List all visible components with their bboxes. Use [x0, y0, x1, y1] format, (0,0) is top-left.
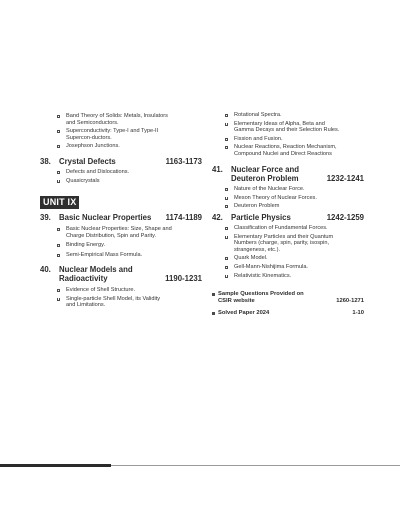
section-39-topics — [57, 226, 202, 258]
square-bullet-icon — [212, 312, 215, 315]
page-range: 1-10 — [352, 310, 364, 316]
square-bullet-icon — [57, 228, 60, 231]
section-42-heading — [212, 213, 364, 222]
square-bullet-icon — [225, 188, 228, 191]
square-bullet-icon — [212, 293, 215, 296]
list-item: Classification of Fundamental Forces. — [225, 225, 364, 232]
list-item: Quark Model. — [225, 255, 364, 262]
square-bullet-icon — [225, 275, 228, 278]
list-item: Meson Theory of Nuclear Forces. — [225, 195, 364, 202]
list-item: Relativistic Kinematics. — [225, 273, 364, 280]
square-bullet-icon — [225, 197, 228, 200]
square-bullet-icon — [57, 130, 60, 133]
page-range: 1242-1259 — [326, 213, 364, 222]
page-range: 1163-1173 — [165, 157, 202, 166]
list-item: Nuclear Reactions, Reaction Mechanism, — [225, 144, 364, 151]
section-title: Particle Physics — [231, 213, 291, 222]
square-bullet-icon — [225, 146, 228, 149]
square-bullet-icon — [225, 257, 228, 260]
square-bullet-icon — [225, 266, 228, 269]
section-title: Crystal Defects — [59, 157, 116, 166]
list-item: Semi-Empirical Mass Formula. — [57, 252, 202, 259]
footer-rule-accent — [0, 464, 111, 467]
section-number: 38. — [40, 157, 51, 166]
section-42-topics — [225, 225, 364, 279]
square-bullet-icon — [57, 244, 60, 247]
section-40-heading — [40, 265, 202, 283]
list-item: Quasicrystals — [57, 178, 202, 185]
section-number: 40. — [40, 265, 51, 274]
left-top-bullets — [57, 113, 202, 150]
list-item: Single-particle Shell Model, its Validity — [57, 296, 202, 303]
list-item: Charge Distribution, Spin and Parity. — [66, 232, 157, 239]
unit-badge: UNIT IX — [40, 196, 79, 209]
section-number: 39. — [40, 213, 51, 222]
section-38-heading — [40, 157, 202, 166]
section-title-line2: Deuteron Problem — [231, 174, 299, 183]
list-item: Defects and Dislocations. — [57, 169, 202, 176]
square-bullet-icon — [57, 180, 60, 183]
square-bullet-icon — [57, 171, 60, 174]
section-title-line1: Nuclear Force and — [231, 165, 300, 174]
page-range: 1232-1241 — [326, 174, 364, 183]
section-41-topics — [225, 186, 364, 210]
list-item: Rotational Spectra. — [225, 112, 364, 119]
section-number: 41. — [212, 165, 223, 174]
list-item: and Semiconductors. — [66, 119, 119, 126]
list-item: Fission and Fusion. — [225, 136, 364, 143]
section-40-topics — [57, 287, 202, 309]
list-item: Nature of the Nuclear Force. — [225, 186, 364, 193]
solved-paper-entry — [212, 310, 364, 317]
square-bullet-icon — [225, 138, 228, 141]
section-title-line2: Radioactivity — [59, 274, 108, 283]
square-bullet-icon — [57, 298, 60, 301]
section-title-line1: Nuclear Models and — [59, 265, 133, 274]
page-range: 1190-1231 — [165, 274, 202, 283]
section-41-heading — [212, 165, 364, 183]
list-item: Superconductivity: Type-I and Type-II — [57, 128, 202, 135]
list-item: Compound Nuclei and Direct Reactions — [234, 150, 332, 157]
list-item: Evidence of Shell Structure. — [57, 287, 202, 294]
list-item: Gamma Decays and their Selection Rules. — [234, 127, 340, 134]
entry-title-line1: Sample Questions Provided on — [218, 291, 304, 297]
square-bullet-icon — [225, 236, 228, 239]
page-range: 1174-1189 — [165, 213, 202, 222]
section-title: Basic Nuclear Properties — [59, 213, 152, 222]
section-38-topics — [57, 169, 202, 184]
square-bullet-icon — [225, 123, 228, 126]
list-item: Gell-Mann-Nishijima Formula. — [225, 264, 364, 271]
square-bullet-icon — [57, 254, 60, 257]
entry-title: Solved Paper 2024 — [218, 310, 270, 316]
page-range: 1260-1271 — [336, 298, 364, 304]
list-item: Deuteron Problem — [225, 203, 364, 210]
square-bullet-icon — [57, 115, 60, 118]
list-item: Binding Energy. — [57, 242, 202, 249]
list-item: and Limitations. — [66, 302, 106, 309]
list-item: Elementary Particles and their Quantum — [225, 234, 364, 241]
square-bullet-icon — [225, 114, 228, 117]
square-bullet-icon — [57, 145, 60, 148]
square-bullet-icon — [225, 205, 228, 208]
section-number: 42. — [212, 213, 223, 222]
right-top-bullets — [225, 112, 364, 158]
square-bullet-icon — [57, 289, 60, 292]
list-item: Numbers (charge, spin, parity, isospin, — [234, 240, 330, 247]
list-item: Band Theory of Solids: Metals, Insulators — [57, 113, 202, 120]
entry-title-line2: CSIR website — [218, 298, 255, 304]
square-bullet-icon — [225, 227, 228, 230]
list-item: Supercon-ductors. — [66, 134, 112, 141]
list-item: Elementary Ideas of Alpha, Beta and — [225, 121, 364, 128]
list-item: strangeness, etc.). — [234, 246, 281, 253]
list-item: Basic Nuclear Properties: Size, Shape and — [57, 226, 202, 233]
section-39-heading — [40, 213, 202, 222]
list-item: Josephson Junctions. — [57, 143, 202, 150]
sample-questions-entry — [212, 291, 364, 305]
